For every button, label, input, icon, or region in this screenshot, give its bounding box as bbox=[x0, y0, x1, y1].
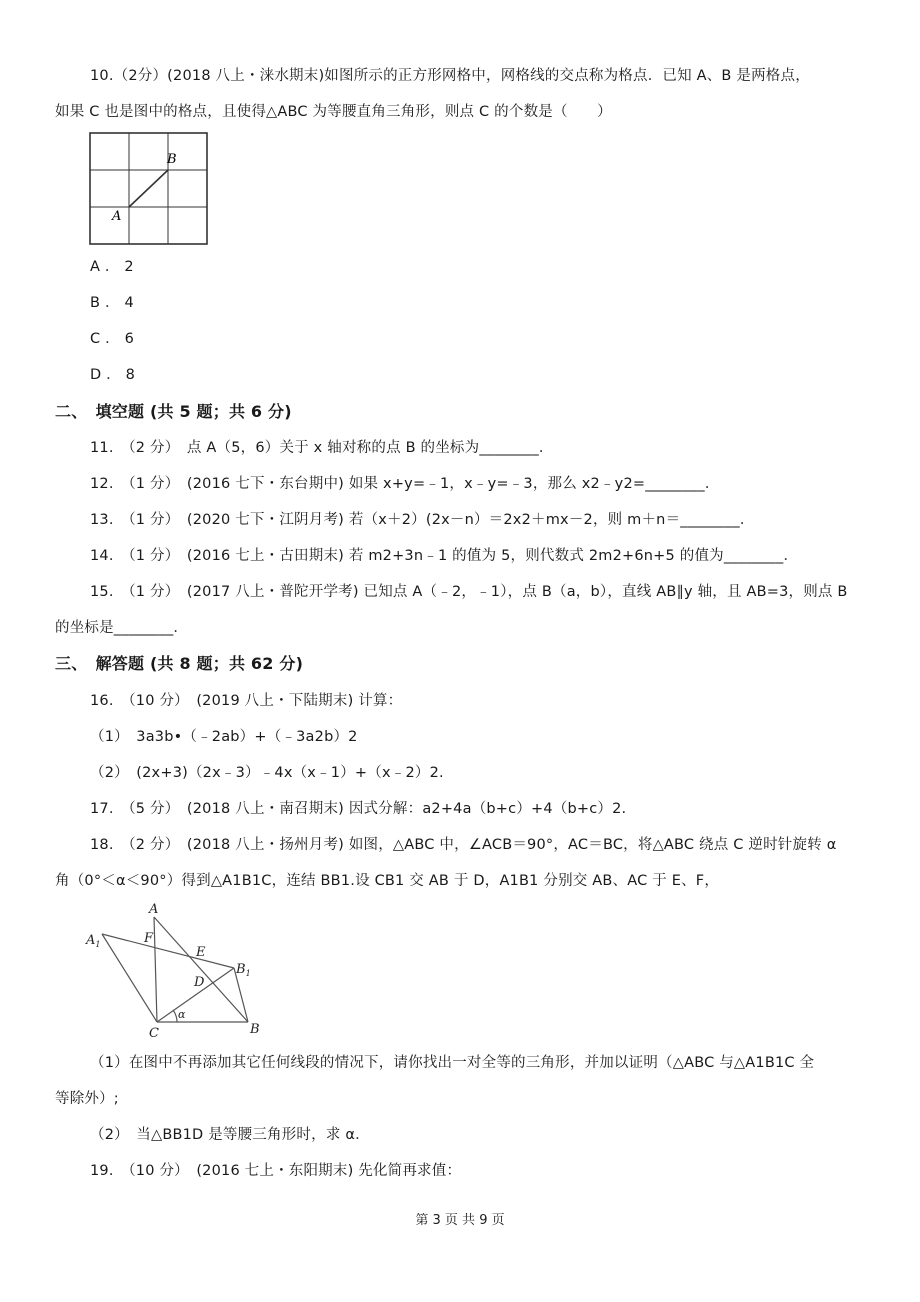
label-d: D bbox=[194, 975, 205, 990]
page-footer: 第 3 页 共 9 页 bbox=[415, 1213, 505, 1228]
q15-line2: 的坐标是________． bbox=[55, 620, 189, 636]
q10-line1: 10.（2分）(2018 八上・涞水期末)如图所示的正方形网格中，网格线的交点称为格点．已知 A、B 是两格点， bbox=[90, 68, 810, 84]
q18-part2: （2） 当△BB1D 是等腰三角形时，求 α． bbox=[90, 1127, 370, 1143]
label-alpha: α bbox=[178, 1008, 186, 1021]
q16: 16. （10 分） (2019 八上・下陆期末) 计算： bbox=[90, 693, 403, 709]
q18-line1: 18. （2 分） (2018 八上・扬州月考) 如图，△ABC 中，∠ACB＝90°，AC＝BC，将△ABC 绕点 C 逆时针旋转 α bbox=[90, 837, 837, 853]
angle-alpha-arc bbox=[173, 1010, 177, 1022]
label-f: F bbox=[144, 931, 154, 946]
q18-part1-line2: 等除外）; bbox=[55, 1091, 119, 1107]
q18-line2: 角（0°＜α＜90°）得到△A1B1C，连结 BB1.设 CB1 交 AB 于 D，A1B1 分别交 AB、AC 于 E、F， bbox=[55, 873, 720, 889]
label-b1: $B_1$ bbox=[236, 962, 251, 978]
q10-option-c: C ． 6 bbox=[90, 331, 135, 347]
label-b: B bbox=[250, 1022, 260, 1037]
section3-heading: 三、 解答题 (共 8 题；共 62 分) bbox=[55, 654, 304, 673]
q10-option-d: D ． 8 bbox=[90, 367, 136, 383]
q12: 12. （1 分） (2016 七下・东台期中) 如果 x+y=﹣1，x﹣y=﹣3，那么 x2﹣y2=________． bbox=[90, 476, 720, 492]
q16-part1: （1） 3a3b•（﹣2ab）+（﹣3a2b）2 bbox=[90, 729, 358, 745]
label-a1: $A_1$ bbox=[86, 933, 101, 949]
q16-part2: （2） (2x+3)（2x﹣3）﹣4x（x﹣1）+（x﹣2）2. bbox=[90, 765, 444, 781]
segment-ac bbox=[154, 917, 157, 1022]
q13: 13. （1 分） (2020 七下・江阴月考) 若（x＋2）(2x－n）＝2x2＋mx－2，则 m＋n＝________． bbox=[90, 512, 755, 528]
segment-a1c bbox=[102, 934, 157, 1022]
q19: 19. （10 分） (2016 七上・东阳期末) 先化简再求值： bbox=[90, 1163, 462, 1179]
label-a: A bbox=[149, 902, 159, 917]
q10-line2: 如果 C 也是图中的格点，且使得△ABC 为等腰直角三角形，则点 C 的个数是（ ） bbox=[55, 104, 612, 120]
section2-heading: 二、 填空题 (共 5 题；共 6 分) bbox=[55, 402, 292, 421]
segment-a1b1 bbox=[102, 934, 234, 968]
segment-ab bbox=[129, 170, 168, 207]
label-e: E bbox=[196, 945, 206, 960]
q15-line1: 15. （1 分） (2017 八上・普陀开学考) 已知点 A（﹣2，﹣1），点 B（a，b），直线 AB∥y 轴，且 AB=3，则点 B bbox=[90, 584, 848, 600]
label-a: A bbox=[112, 209, 122, 224]
q14: 14. （1 分） (2016 七上・古田期末) 若 m2+3n﹣1 的值为 5，则代数式 2m2+6n+5 的值为________． bbox=[90, 548, 799, 564]
q17: 17. （5 分） (2018 八上・南召期末) 因式分解：a2+4a（b+c）+4（b+c）2. bbox=[90, 801, 627, 817]
q10-grid-figure bbox=[86, 130, 212, 246]
q11: 11. （2 分） 点 A（5，6）关于 x 轴对称的点 B 的坐标为________． bbox=[90, 440, 554, 456]
label-b: B bbox=[167, 152, 177, 167]
label-c: C bbox=[149, 1026, 159, 1040]
q18-part1-line1: （1）在图中不再添加其它任何线段的情况下，请你找出一对全等的三角形，并加以证明（△ABC 与△A1B1C 全 bbox=[90, 1055, 815, 1071]
q10-option-a: A ． 2 bbox=[90, 259, 134, 275]
q18-triangle-figure bbox=[80, 900, 270, 1040]
q10-option-b: B ． 4 bbox=[90, 295, 134, 311]
